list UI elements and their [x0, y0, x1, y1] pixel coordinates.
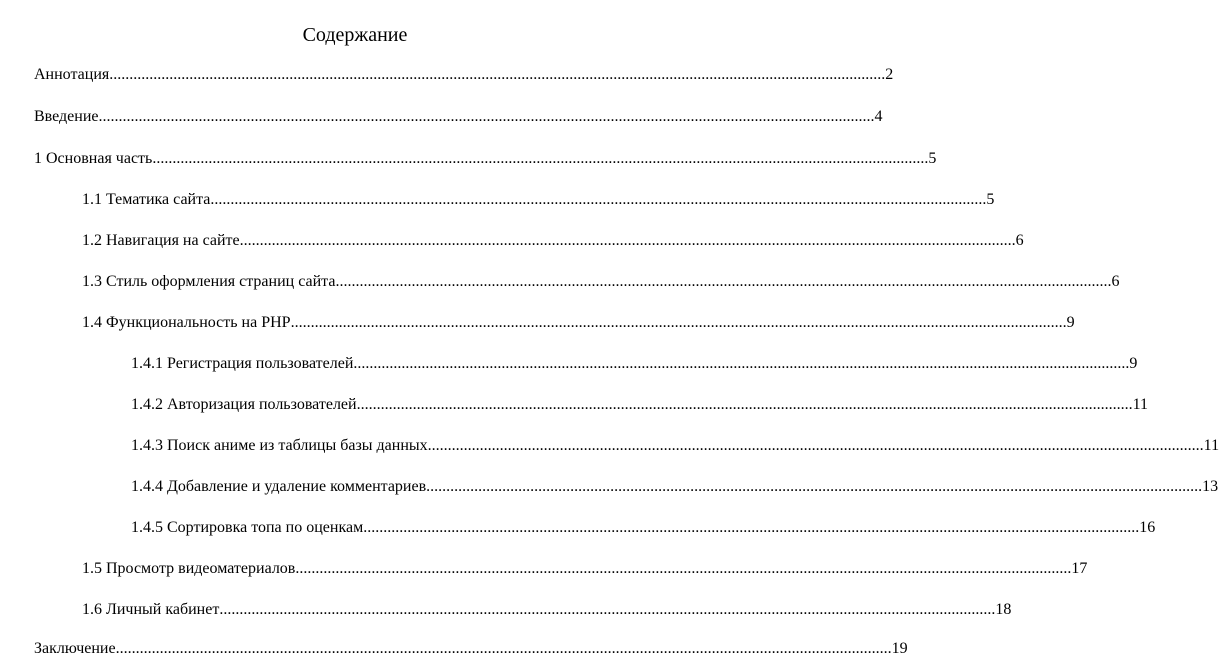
toc-entry-label: 1.4.5 Сортировка топа по оценкам	[131, 519, 364, 536]
toc-entry-1-4-4[interactable]	[131, 474, 1219, 500]
dot-leader: ..................................................................................................................................................................................................	[152, 150, 929, 167]
toc-page-number: 17	[1071, 560, 1088, 577]
toc-entry-label: 1.4.2 Авторизация пользователей	[131, 396, 357, 413]
toc-entry-1-4-1[interactable]	[131, 351, 1138, 377]
toc-entry-1-6[interactable]	[82, 597, 1012, 623]
toc-entry-label: 1.6 Личный кабинет	[82, 601, 220, 618]
dot-leader: ..................................................................................................................................................................................................	[426, 478, 1203, 495]
dot-leader: ..................................................................................................................................................................................................	[239, 232, 1016, 249]
toc-page-number: 5	[928, 150, 937, 167]
dot-leader: ..................................................................................................................................................................................................	[356, 396, 1133, 413]
toc-entry-1-4-5[interactable]	[131, 515, 1156, 541]
toc-page-number: 11	[1132, 396, 1148, 413]
toc-page-number: 18	[995, 601, 1012, 618]
toc-entry-label: 1 Основная часть	[34, 150, 153, 167]
toc-entry-1-4-3[interactable]	[131, 433, 1219, 459]
dot-leader: ..................................................................................................................................................................................................	[109, 66, 886, 83]
dot-leader: ..................................................................................................................................................................................................	[335, 273, 1112, 290]
toc-page-number: 11	[1203, 437, 1219, 454]
dot-leader: ..................................................................................................................................................................................................	[219, 601, 996, 618]
dot-leader: ..................................................................................................................................................................................................	[363, 519, 1140, 536]
toc-page-number: 4	[874, 108, 883, 125]
toc-entry-label: 1.1 Тематика сайта	[82, 191, 211, 208]
toc-entry-1-1[interactable]	[82, 187, 995, 213]
toc-page-number: 9	[1129, 355, 1138, 372]
toc-entry-label: 1.4.1 Регистрация пользователей	[131, 355, 354, 372]
toc-page-number: 9	[1066, 314, 1075, 331]
dot-leader: ..................................................................................................................................................................................................	[98, 108, 875, 125]
dot-leader: ..................................................................................................................................................................................................	[353, 355, 1130, 372]
toc-entry-label: 1.4 Функциональность на PHP	[82, 314, 291, 331]
toc-entry-1-3[interactable]	[82, 269, 1120, 295]
toc-entry-introduction[interactable]	[34, 104, 883, 130]
toc-entry-label: 1.4.4 Добавление и удаление комментариев	[131, 478, 427, 495]
toc-entry-1-4-2[interactable]	[131, 392, 1148, 418]
toc-page-number: 6	[1015, 232, 1024, 249]
dot-leader: ..................................................................................................................................................................................................	[210, 191, 987, 208]
toc-page-number: 6	[1111, 273, 1120, 290]
toc-entry-label: 1.5 Просмотр видеоматериалов	[82, 560, 296, 577]
toc-entry-main-part[interactable]	[34, 146, 937, 172]
toc-page-number: 13	[1202, 478, 1219, 495]
toc-page-number: 16	[1139, 519, 1156, 536]
toc-entry-label: Аннотация	[34, 66, 110, 83]
toc-title: Содержание	[302, 24, 408, 46]
dot-leader: ..................................................................................................................................................................................................	[427, 437, 1204, 454]
dot-leader: ..................................................................................................................................................................................................	[290, 314, 1067, 331]
toc-entry-label: Заключение	[34, 640, 116, 657]
toc-entry-1-4[interactable]	[82, 310, 1075, 336]
toc-entry-label: Введение	[34, 108, 99, 125]
toc-entry-1-2[interactable]	[82, 228, 1024, 254]
toc-entry-conclusion[interactable]	[34, 636, 908, 662]
dot-leader: ..................................................................................................................................................................................................	[295, 560, 1072, 577]
dot-leader: ..................................................................................................................................................................................................	[115, 640, 892, 657]
toc-entry-1-5[interactable]	[82, 556, 1088, 582]
toc-page-number: 5	[986, 191, 995, 208]
toc-page-number: 2	[885, 66, 894, 83]
toc-entry-label: 1.4.3 Поиск аниме из таблицы базы данных	[131, 437, 428, 454]
toc-entry-label: 1.2 Навигация на сайте	[82, 232, 240, 249]
toc-page-number: 19	[891, 640, 908, 657]
toc-entry-label: 1.3 Стиль оформления страниц сайта	[82, 273, 336, 290]
toc-entry-abstract[interactable]	[34, 62, 894, 88]
